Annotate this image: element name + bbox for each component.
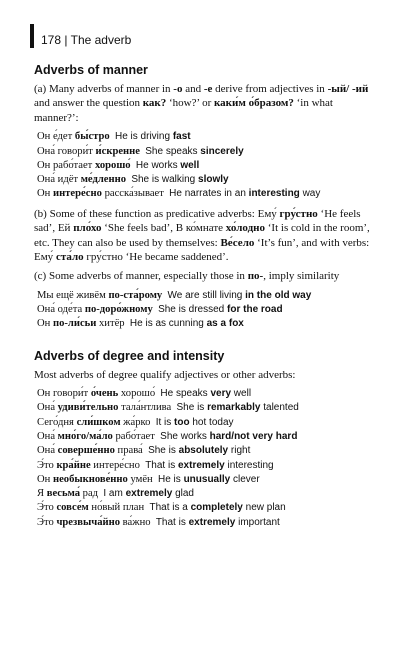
example-line: Э́то чрезвыча́йно ва́жно That is extremely important	[37, 516, 280, 528]
example-line: Он е́дет бы́стро He is driving fast	[37, 131, 191, 143]
example-line: Она́ идёт ме́дленно She is walking slowly	[37, 174, 229, 186]
example-line: Она́ удиви́тельно тала́нтлива She is remarkably talented	[37, 402, 299, 414]
paragraph-b: (b) Some of these function as predicative adverbs: Ему́ гру́стно ‘He feels sad’, Ей пло́хо ‘She feels bad’, В ко́мнате хо́лодно ‘It is cold in the room’, etc. They can also be used by themselves: Ве́село ‘It’s fun’, and with verbs: Ему́ ста́ло гру́стно ‘He became saddened’.	[34, 207, 370, 263]
examples-degree-list	[34, 387, 374, 530]
paragraph-degree-intro: Most adverbs of degree qualify adjectives or other adverbs:	[34, 368, 296, 381]
example-line: Она́ мно́го/ма́ло рабо́тает She works hard/not very hard	[37, 430, 298, 442]
header-text	[41, 33, 131, 48]
paragraph-a: (a) Many adverbs of manner in -о and -е derive from adjectives in -ый/ -ий and answer the question как? ‘how?’ or каки́м о́бразом? ‘in what manner?’:	[34, 83, 369, 124]
header-separator: |	[64, 33, 68, 47]
example-line: Она́ соверше́нно права́ She is absolutely right	[37, 445, 251, 457]
header-bar	[30, 24, 34, 48]
example-line: Он рабо́тает хорошо́ He works well	[37, 159, 200, 171]
page-number: 178	[41, 33, 62, 47]
example-line: Я весьма́ рад I am extremely glad	[37, 488, 194, 500]
example-line: Она́ говори́т и́скренне She speaks sincerely	[37, 145, 244, 157]
example-line: Сего́дня сли́шком жа́рко It is too hot today	[37, 416, 234, 428]
examples-manner-list	[34, 130, 374, 201]
chapter-title: The adverb	[70, 33, 132, 47]
section-title-manner: Adverbs of manner	[34, 63, 148, 77]
page-content	[34, 62, 374, 530]
section-title-degree: Adverbs of degree and intensity	[34, 348, 225, 363]
example-line: Мы ещё живём по-ста́рому We are still living in the old way	[37, 289, 312, 301]
example-line: Он говори́т о́чень хорошо́ He speaks very well	[37, 388, 252, 400]
examples-similarity-list	[34, 289, 374, 332]
example-line: Э́то совсе́м но́вый план That is a completely new plan	[37, 502, 286, 514]
example-line: Он по-ли́сьи хитёр He is as cunning as a fox	[37, 318, 244, 330]
example-line: Он интере́сно расска́зывает He narrates in an interesting way	[37, 188, 321, 200]
example-line: Он необыкнове́нно умён He is unusually clever	[37, 473, 260, 485]
example-line: Она́ оде́та по-доро́жному She is dressed for the road	[37, 304, 283, 316]
running-header	[30, 22, 131, 48]
paragraph-c: (c) Some adverbs of manner, especially those in по-, imply similarity	[34, 270, 340, 283]
example-line: Э́то кра́йне интере́сно That is extremely interesting	[37, 459, 274, 471]
